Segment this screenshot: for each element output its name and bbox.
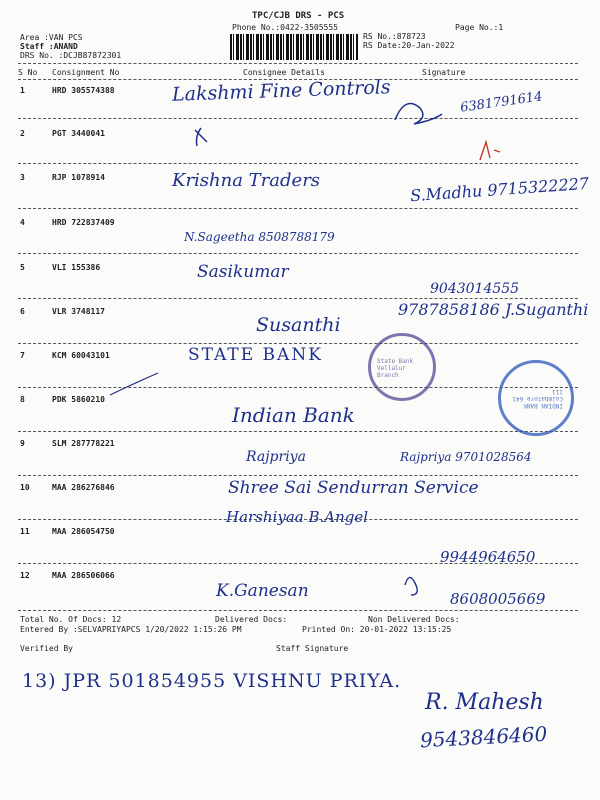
handwritten-extra-entry: 13) JPR 501854955 VISHNU PRIYA. bbox=[22, 670, 402, 692]
row-consignment: MAA 286054750 bbox=[52, 527, 115, 536]
non-delivered-docs: Non Delivered Docs: bbox=[368, 615, 460, 624]
row-divider bbox=[18, 298, 578, 299]
staff: Staff :ANAND bbox=[20, 42, 78, 51]
row-sno: 5 bbox=[20, 263, 25, 272]
indian-bank-stamp bbox=[498, 360, 574, 436]
area: Area :VAN PCS bbox=[20, 33, 83, 42]
row-consignment: PGT 3440041 bbox=[52, 129, 105, 138]
row-consignment: PDK 5860210 bbox=[52, 395, 105, 404]
handwritten-signature: S.Madhu 9715322227 bbox=[409, 173, 590, 206]
handwritten-consignee: STATE BANK bbox=[188, 345, 323, 365]
handwritten-consignee: Krishna Traders bbox=[172, 170, 321, 191]
total-docs: Total No. Of Docs: 12 bbox=[20, 615, 122, 624]
handwritten-signer: R. Mahesh bbox=[425, 690, 544, 715]
handwritten-consignee: Lakshmi Fine Controls bbox=[171, 76, 391, 106]
col-consignee: Consignee Details bbox=[243, 68, 325, 77]
state-bank-stamp bbox=[368, 333, 436, 401]
rs-number: RS No.:878723 bbox=[363, 32, 426, 41]
stamp-text: State Bank Vellalur Branch bbox=[377, 358, 414, 379]
row-sno: 6 bbox=[20, 307, 25, 316]
row-divider bbox=[18, 343, 578, 344]
row-divider bbox=[18, 253, 578, 254]
row-consignment: HRD 305574388 bbox=[52, 86, 115, 95]
row-consignment: VLR 3748117 bbox=[52, 307, 105, 316]
row-consignment: MAA 286506066 bbox=[52, 571, 115, 580]
printed-on: Printed On: 20-01-2022 13:15:25 bbox=[302, 625, 452, 634]
barcode bbox=[230, 34, 358, 60]
row-sno: 3 bbox=[20, 173, 25, 182]
rs-date: RS Date:20-Jan-2022 bbox=[363, 41, 455, 50]
row-divider bbox=[18, 610, 578, 611]
row-consignment: RJP 1078914 bbox=[52, 173, 105, 182]
handwritten-consignee: Susanthi bbox=[256, 314, 341, 336]
delivered-docs: Delivered Docs: bbox=[215, 615, 288, 624]
doc-title: TPC/CJB DRS - PCS bbox=[252, 11, 345, 21]
col-consignment: Consignment No bbox=[52, 68, 120, 77]
drs-number: DRS No. :DCJB87872301 bbox=[20, 51, 122, 60]
col-signature: Signature bbox=[422, 68, 466, 77]
verified-by: Verified By bbox=[20, 644, 73, 653]
handwritten-signature: 6381791614 bbox=[459, 89, 544, 116]
handwritten-phone: 9543846460 bbox=[419, 721, 548, 753]
handwritten-consignee: N.Sageetha 8508788179 bbox=[184, 230, 335, 244]
handwritten-consignee: Shree Sai Sendurran Service bbox=[228, 478, 479, 498]
header-divider-top bbox=[18, 63, 578, 64]
row-sno: 2 bbox=[20, 129, 25, 138]
handwritten-signature: 9043014555 bbox=[430, 281, 520, 297]
row-sno: 8 bbox=[20, 395, 25, 404]
handwritten-signature: 9944964650 bbox=[440, 548, 536, 566]
handwritten-signature: 8608005669 bbox=[450, 590, 546, 608]
row-consignment: HRD 722837409 bbox=[52, 218, 115, 227]
row-divider bbox=[18, 118, 578, 119]
row-sno: 11 bbox=[20, 527, 30, 536]
row-sno: 12 bbox=[20, 571, 30, 580]
row-divider bbox=[18, 475, 578, 476]
handwritten-consignee: K.Ganesan bbox=[216, 581, 309, 601]
row-sno: 10 bbox=[20, 483, 30, 492]
handwritten-consignee: Sasikumar bbox=[197, 262, 289, 282]
handwritten-consignee: Harshiyaa B.Angel bbox=[226, 508, 369, 526]
row-sno: 9 bbox=[20, 439, 25, 448]
row-sno: 7 bbox=[20, 351, 25, 360]
page-number: Page No.:1 bbox=[455, 23, 504, 32]
phone-number: Phone No.:0422-3505555 bbox=[232, 23, 338, 32]
staff-signature: Staff Signature bbox=[276, 644, 349, 653]
row-divider bbox=[18, 387, 578, 388]
row-divider bbox=[18, 431, 578, 432]
entered-by: Entered By :SELVAPRIYAPCS 1/20/2022 1:15:26 PM bbox=[20, 625, 242, 634]
row-consignment: KCM 60043101 bbox=[52, 351, 110, 360]
row-divider bbox=[18, 163, 578, 164]
row-sno: 1 bbox=[20, 86, 25, 95]
handwritten-signature: 9787858186 J.Suganthi bbox=[398, 300, 589, 319]
col-sno: S No bbox=[18, 68, 38, 77]
handwritten-consignee: Rajpriya bbox=[246, 449, 306, 465]
row-consignment: MAA 286276846 bbox=[52, 483, 115, 492]
row-consignment: VLI 155386 bbox=[52, 263, 101, 272]
stamp-text: INDIAN BANK Coimbatore 641 111 bbox=[512, 388, 563, 409]
row-consignment: SLM 287778221 bbox=[52, 439, 115, 448]
row-divider bbox=[18, 208, 578, 209]
handwritten-consignee: Indian Bank bbox=[232, 403, 355, 427]
handwritten-signature: Rajpriya 9701028564 bbox=[400, 450, 532, 464]
row-sno: 4 bbox=[20, 218, 25, 227]
